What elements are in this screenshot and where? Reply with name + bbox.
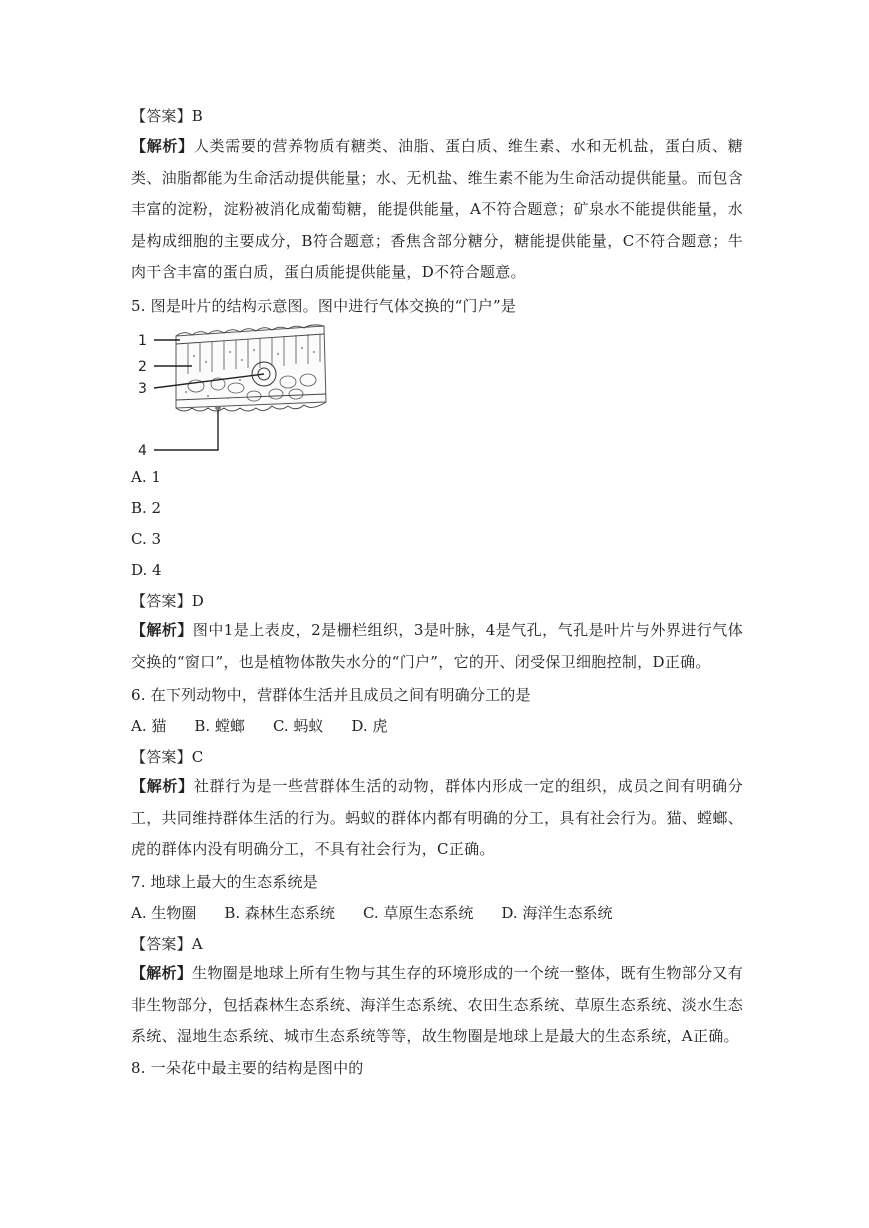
leaf-structure-diagram [136,322,328,460]
option-a: A. 生物圈 [131,904,197,922]
analysis-paragraph [131,958,743,1053]
diagram-label-1: 1 [138,333,147,349]
analysis-text: 社群行为是一些营群体生活的动物，群体内形成一定的组织，成员之间有明确分工，共同维持群体生活的行为。蚂蚁的群体内都有明确的分工，具有社会行为。猫、螳螂、虎的群体内没有明确分工，不具有社会行为，C正确。 [131,777,744,858]
option-a: A. 猫 [131,717,167,735]
answer-line: 【答案】C [131,748,204,766]
option-b: B. 2 [131,499,162,517]
option-b: B. 螳螂 [194,717,245,735]
options-row [131,903,640,923]
options-row [131,716,415,736]
answer-line: 【答案】A [131,935,203,953]
analysis-text: 人类需要的营养物质有糖类、油脂、蛋白质、维生素、水和无机盐，蛋白质、糖类、油脂都能为生命活动提供能量；水、无机盐、维生素不能为生命活动提供能量。而包含丰富的淀粉，淀粉被消化成葡萄糖，能提供能量，A不符合题意；矿泉水不能提供能量，水是构成细胞的主要成分，B符合题意；香焦含部分糖分，糖能提供能量，C不符合题意；牛肉干含丰富的蛋白质，蛋白质能提供能量，D不符合题意。 [131,137,744,281]
diagram-label-3: 3 [138,381,147,397]
option-b: B. 森林生态系统 [224,904,335,922]
analysis-label: 【解析】 [131,777,194,795]
analysis-label: 【解析】 [131,621,193,639]
question-7: 7. 地球上最大的生态系统是 [131,873,318,891]
analysis-paragraph [131,615,743,678]
analysis-text: 生物圈是地球上所有生物与其生存的环境形成的一个统一整体，既有生物部分又有非生物部分，包括森林生态系统、海洋生态系统、农田生态系统、草原生态系统、淡水生态系统、湿地生态系统、城市生态系统等等，故生物圈是地球上是最大的生态系统，A正确。 [131,964,744,1045]
option-d: D. 海洋生态系统 [501,904,613,922]
answer-line: 【答案】B [131,107,204,125]
analysis-paragraph [131,771,743,866]
option-c: C. 3 [131,530,162,548]
diagram-label-2: 2 [138,359,147,375]
analysis-label: 【解析】 [131,964,193,982]
analysis-paragraph [131,131,743,289]
option-c: C. 蚂蚁 [272,717,324,735]
option-d: D. 4 [131,561,162,579]
option-c: C. 草原生态系统 [362,904,474,922]
analysis-text: 图中1是上表皮，2是栅栏组织，3是叶脉，4是气孔，气孔是叶片与外界进行气体交换的“窗口”，也是植物体散失水分的“门户”，它的开、闭受保卫细胞控制，D正确。 [131,621,744,671]
question-8: 8. 一朵花中最主要的结构是图中的 [131,1059,364,1077]
analysis-label: 【解析】 [131,137,194,155]
answer-line: 【答案】D [131,592,205,610]
option-d: D. 虎 [351,717,388,735]
question-5: 5. 图是叶片的结构示意图。图中进行气体交换的“门户”是 [131,297,517,315]
option-a: A. 1 [131,468,161,486]
question-6: 6. 在下列动物中，营群体生活并且成员之间有明确分工的是 [131,686,531,704]
diagram-label-4: 4 [138,443,147,459]
